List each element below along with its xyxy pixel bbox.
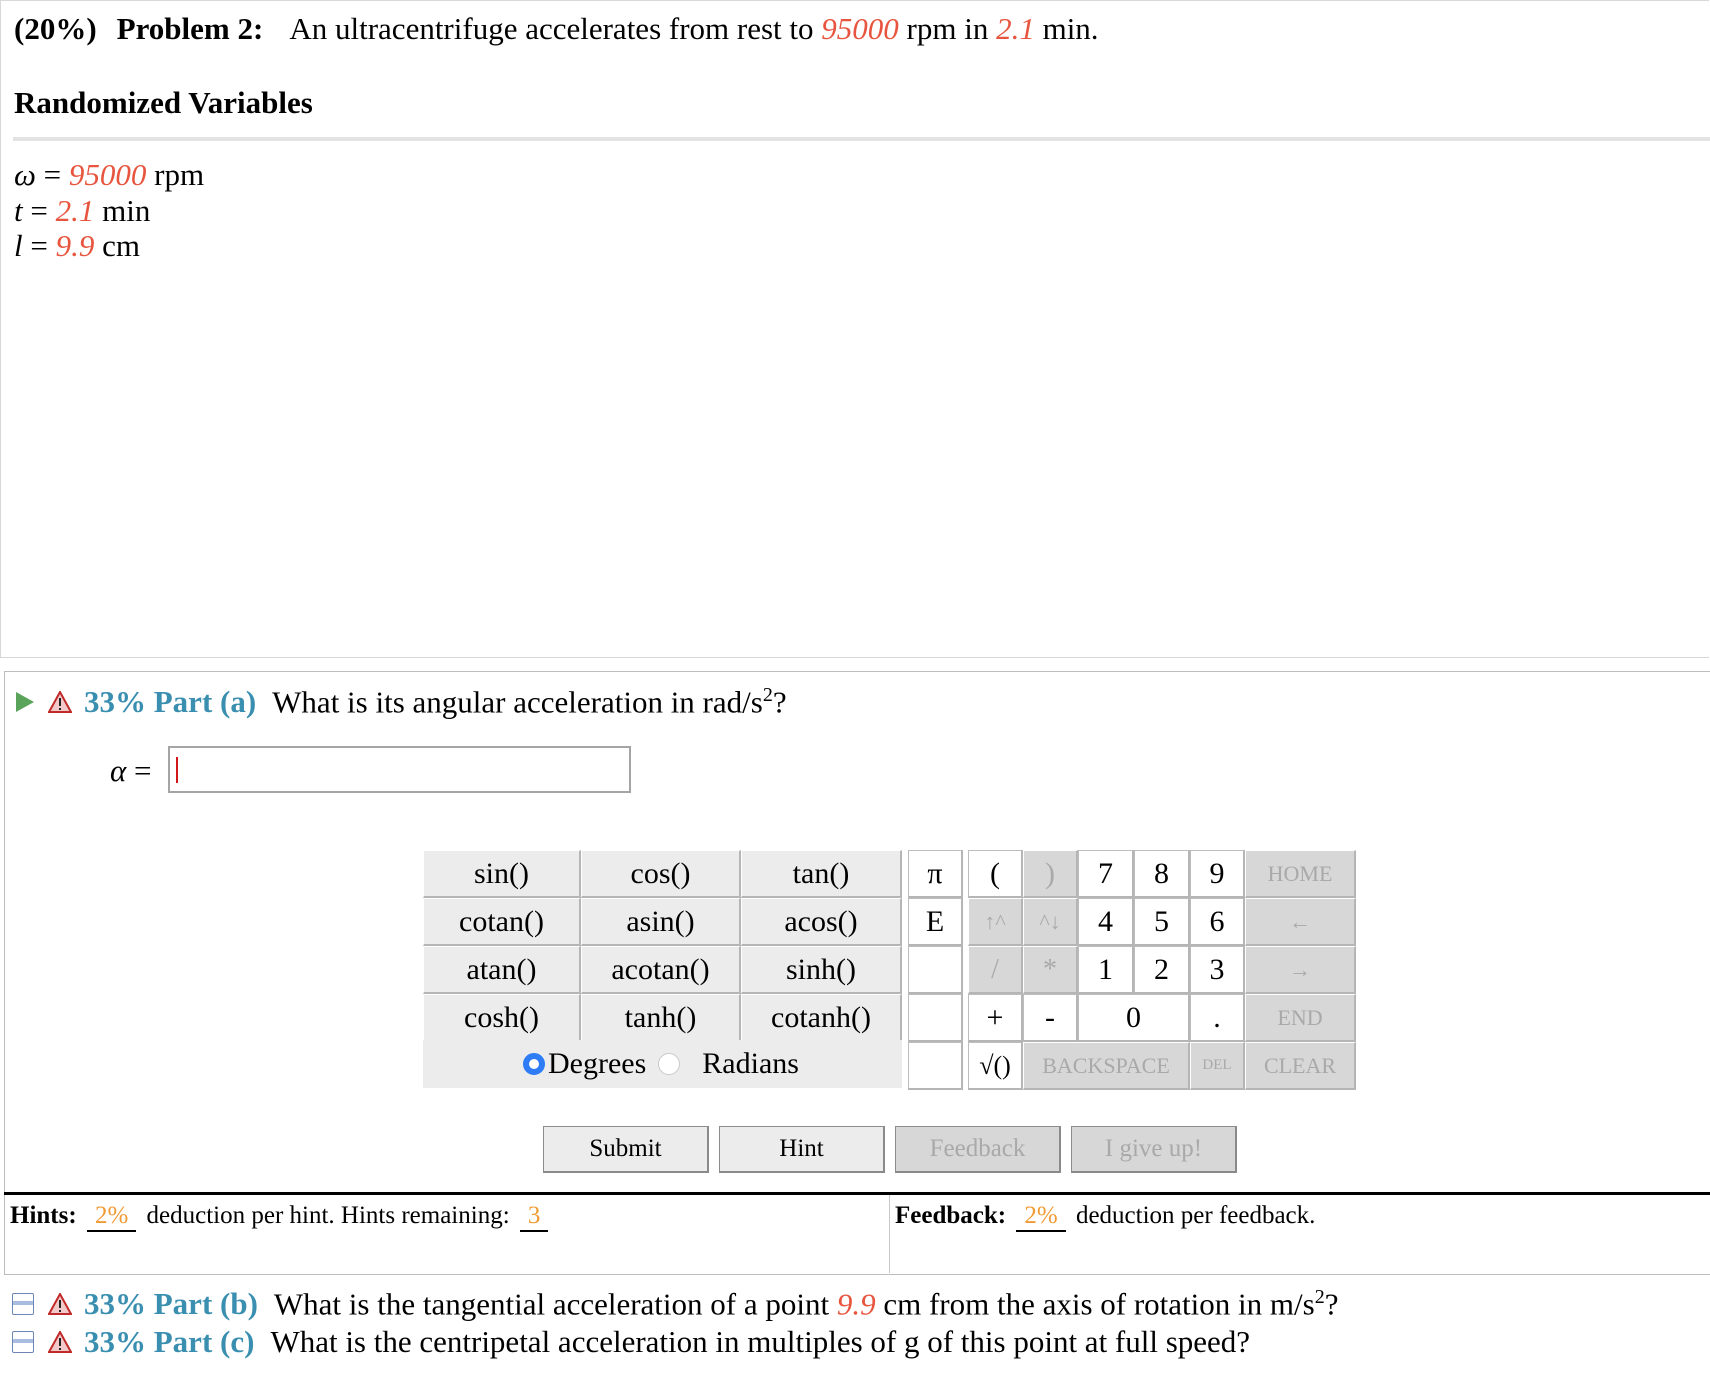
key-9[interactable]: 9 <box>1190 850 1245 898</box>
angle-mode-group <box>423 1040 902 1088</box>
key-blank <box>908 994 963 1042</box>
problem-weight: (20%) <box>14 11 97 46</box>
key-cos[interactable]: cos() <box>581 850 741 898</box>
radians-radio[interactable] <box>658 1053 680 1075</box>
feedback-button[interactable]: Feedback <box>895 1126 1061 1173</box>
key-4[interactable]: 4 <box>1078 898 1134 946</box>
submit-button[interactable]: Submit <box>543 1126 709 1173</box>
part-c-question: What is the centripetal acceleration in multiples of g of this point at full speed? <box>270 1324 1251 1359</box>
warning-icon <box>48 1293 72 1315</box>
hint-deduction: 2% <box>87 1202 136 1232</box>
key-acos[interactable]: acos() <box>741 898 902 946</box>
part-c-label[interactable]: 33% Part (c) <box>84 1324 255 1359</box>
answer-label: α = <box>110 753 152 788</box>
key-plus[interactable]: + <box>968 994 1023 1042</box>
key-acotan[interactable]: acotan() <box>581 946 741 994</box>
part-b-question: What is the tangential acceleration of a point 9.9 cm from the axis of rotation in $m/s^2$? <box>273 1286 1339 1322</box>
key-dot[interactable]: . <box>1190 994 1245 1042</box>
key-open-paren[interactable]: ( <box>968 850 1023 898</box>
problem-time-value: 2.1 <box>996 11 1035 46</box>
key-close-paren[interactable]: ) <box>1023 850 1078 898</box>
part-a-question: What is its angular acceleration in rad/$s^2$? <box>272 684 787 720</box>
key-atan[interactable]: atan() <box>423 946 581 994</box>
key-del[interactable]: DEL <box>1190 1042 1245 1090</box>
part-b-header[interactable] <box>12 1286 1338 1322</box>
play-icon[interactable] <box>16 692 34 712</box>
key-home[interactable]: HOME <box>1245 850 1356 898</box>
feedback-info: Feedback: 2% deduction per feedback. <box>895 1202 1315 1232</box>
part-c-header[interactable] <box>12 1324 1250 1360</box>
hint-button[interactable]: Hint <box>719 1126 885 1173</box>
key-minus[interactable]: - <box>1023 994 1078 1042</box>
variable-omega: ω = 95000 rpm <box>14 157 205 192</box>
key-cosh[interactable]: cosh() <box>423 994 581 1042</box>
variable-value: 2.1 <box>55 193 95 228</box>
key-sqrt[interactable]: √() <box>968 1042 1023 1090</box>
key-e[interactable]: E <box>908 898 963 946</box>
collapsed-part-icon[interactable] <box>12 1293 34 1315</box>
problem-rpm-value: 95000 <box>821 11 899 46</box>
radians-label[interactable]: Radians <box>702 1047 799 1080</box>
problem-label: Problem 2: <box>116 11 264 46</box>
key-cotan[interactable]: cotan() <box>423 898 581 946</box>
key-clear[interactable]: CLEAR <box>1245 1042 1356 1090</box>
give-up-button[interactable]: I give up! <box>1071 1126 1237 1173</box>
key-1[interactable]: 1 <box>1078 946 1134 994</box>
key-backspace[interactable]: BACKSPACE <box>1023 1042 1190 1090</box>
collapsed-part-icon[interactable] <box>12 1331 34 1353</box>
problem-text-2: rpm in <box>906 11 989 46</box>
divider <box>4 1192 1710 1195</box>
problem-title <box>14 11 1099 47</box>
variable-value: 95000 <box>68 157 147 192</box>
answer-input[interactable] <box>168 746 631 793</box>
problem-text-3: min. <box>1042 11 1099 46</box>
part-a-label[interactable]: 33% Part (a) <box>84 684 257 720</box>
key-right-arrow[interactable]: → <box>1245 946 1356 994</box>
key-up-arrow[interactable]: ↑^ <box>968 898 1023 946</box>
key-end[interactable]: END <box>1245 994 1356 1042</box>
key-blank <box>908 1042 963 1090</box>
key-down-arrow[interactable]: ^↓ <box>1023 898 1078 946</box>
key-multiply[interactable]: * <box>1023 946 1078 994</box>
key-sin[interactable]: sin() <box>423 850 581 898</box>
key-0[interactable]: 0 <box>1078 994 1190 1042</box>
key-tanh[interactable]: tanh() <box>581 994 741 1042</box>
key-asin[interactable]: asin() <box>581 898 741 946</box>
variable-t: t = 2.1 min <box>14 193 151 228</box>
calculator-keypad <box>423 850 1356 1090</box>
variable-value: 9.9 <box>55 228 95 263</box>
key-divide[interactable]: / <box>968 946 1023 994</box>
key-7[interactable]: 7 <box>1078 850 1134 898</box>
key-8[interactable]: 8 <box>1134 850 1190 898</box>
divider <box>889 1195 890 1273</box>
key-3[interactable]: 3 <box>1190 946 1245 994</box>
problem-text-1: An ultracentrifuge accelerates from rest to <box>289 11 814 46</box>
randomized-variables-heading: Randomized Variables <box>14 85 313 120</box>
key-left-arrow[interactable]: ← <box>1245 898 1356 946</box>
key-sinh[interactable]: sinh() <box>741 946 902 994</box>
key-2[interactable]: 2 <box>1134 946 1190 994</box>
variable-l: l = 9.9 cm <box>14 228 140 263</box>
degrees-radio[interactable] <box>523 1053 545 1075</box>
key-tan[interactable]: tan() <box>741 850 902 898</box>
warning-icon <box>48 691 72 713</box>
key-blank <box>908 946 963 994</box>
key-5[interactable]: 5 <box>1134 898 1190 946</box>
hints-info: Hints: 2% deduction per hint. Hints remaining: 3 <box>10 1202 552 1232</box>
key-6[interactable]: 6 <box>1190 898 1245 946</box>
degrees-label[interactable]: Degrees <box>548 1047 647 1080</box>
key-pi[interactable]: π <box>908 850 963 898</box>
key-cotanh[interactable]: cotanh() <box>741 994 902 1042</box>
text-caret <box>176 757 178 783</box>
warning-icon <box>48 1331 72 1353</box>
problem-panel <box>0 0 1709 658</box>
hints-remaining: 3 <box>520 1202 549 1232</box>
divider <box>13 137 1710 141</box>
part-b-label[interactable]: 33% Part (b) <box>84 1286 258 1322</box>
feedback-deduction: 2% <box>1016 1202 1065 1232</box>
part-a-header <box>16 684 787 720</box>
